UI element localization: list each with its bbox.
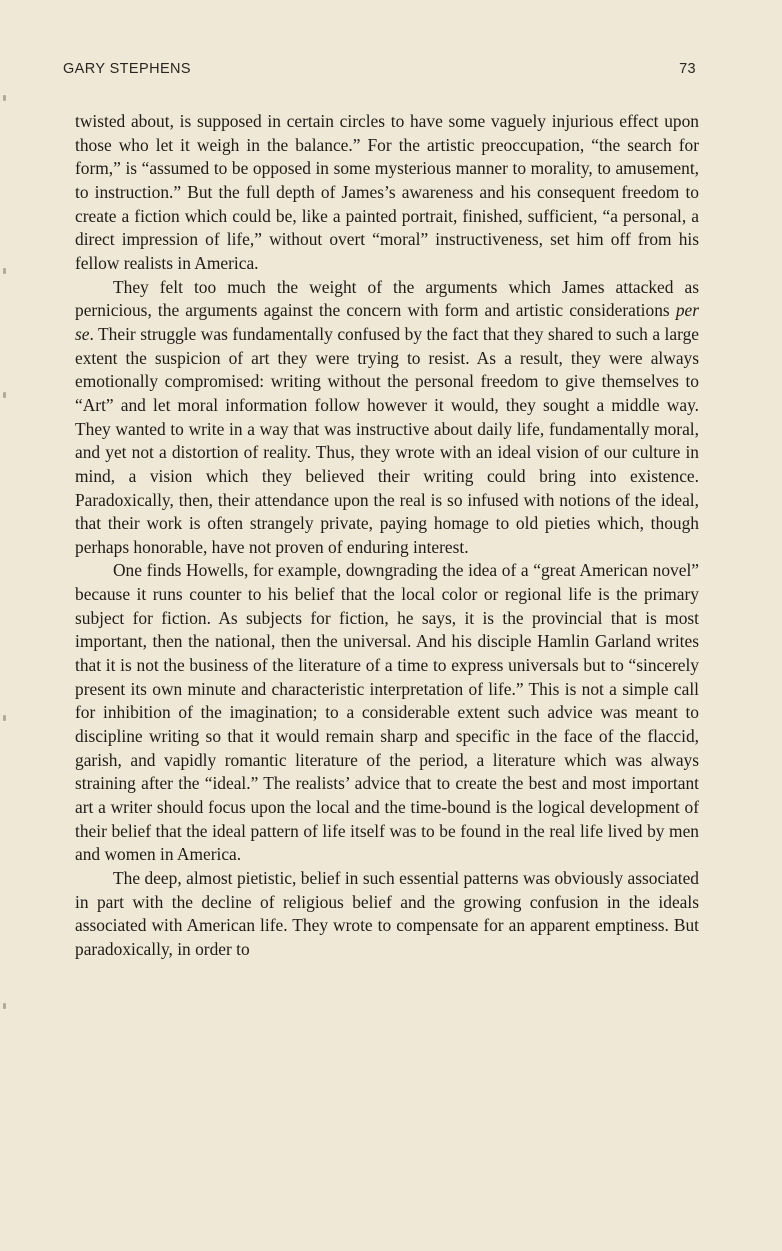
margin-mark [3, 95, 6, 101]
paragraph-2-italic-per-se: per se [75, 300, 699, 344]
paragraph-3: One finds Howells, for example, downgrading the idea of a “great American novel” because it runs counter to his belief that the local color or regional life is the primary subject for fiction. As subjects for fiction, he says, it is the provincial that is most important, then the national, then the universal. And his disciple Hamlin Garland writes that it is not the business of the literature of a time to express universals but to “sincerely present its own minute and characteristic interpretation of life.” This is not a simple call for inhibition of the imagination; to a considerable extent such advice was meant to discipline writing so that it would remain sharp and specific in the face of the flaccid, garish, and vapidly romantic literature of the period, a literature which was always straining after the “ideal.” The realists’ advice that to create the best and most important art a writer should focus upon the local and the time-bound is the logical development of their belief that the ideal pattern of life itself was to be found in the real life lived by men and women in America. [75, 560, 699, 865]
running-head: GARY STEPHENS [63, 61, 191, 77]
margin-mark [3, 392, 6, 398]
margin-mark [3, 715, 6, 721]
paragraph-4: The deep, almost pietistic, belief in such essential patterns was obviously associated in part with the decline of religious belief and the growing confusion in the ideals associated with American life. They wrote to compensate for an apparent emptiness. But paradoxically, in order to [75, 868, 699, 959]
margin-mark [3, 1003, 6, 1009]
page-number: 73 [679, 61, 696, 77]
paragraph-1: twisted about, is supposed in certain circles to have some vaguely injurious effect upon those who let it weigh in the balance.” For the artistic preoccupation, “the search for form,” is “assumed to be opposed in some mysterious manner to morality, to amusement, to instruction.” But the full depth of James’s awareness and his consequent freedom to create a fiction which could be, like a painted portrait, finished, sufficient, “a personal, a direct impression of life,” without overt “moral” instructiveness, set him off from his fellow realists in America. [75, 111, 699, 273]
paragraph-2 [75, 276, 699, 560]
paragraph-2-text-after: . Their struggle was fundamentally confused by the fact that they shared to such a large extent the suspicion of art they were trying to resist. As a result, they were always emotionally compromised: writing without the personal freedom to give themselves to “Art” and let moral information follow however it would, they sought a middle way. They wanted to write in a way that was instructive about daily life, fundamentally moral, and yet not a distortion of reality. Thus, they wrote with an ideal vision of our culture in mind, a vision which they believed their writing could bring into existence. Paradoxically, then, their attendance upon the real is so infused with notions of the ideal, that their work is often strangely private, paying homage to old pieties which, though perhaps honorable, have not proven of enduring interest. [75, 323, 699, 557]
paragraph-2-text-before: They felt too much the weight of the arguments which James attacked as pernicious, the arguments against the concern with form and artistic considerations [75, 276, 699, 321]
body-text [75, 110, 699, 962]
margin-mark [3, 268, 6, 274]
page-header [63, 61, 696, 85]
